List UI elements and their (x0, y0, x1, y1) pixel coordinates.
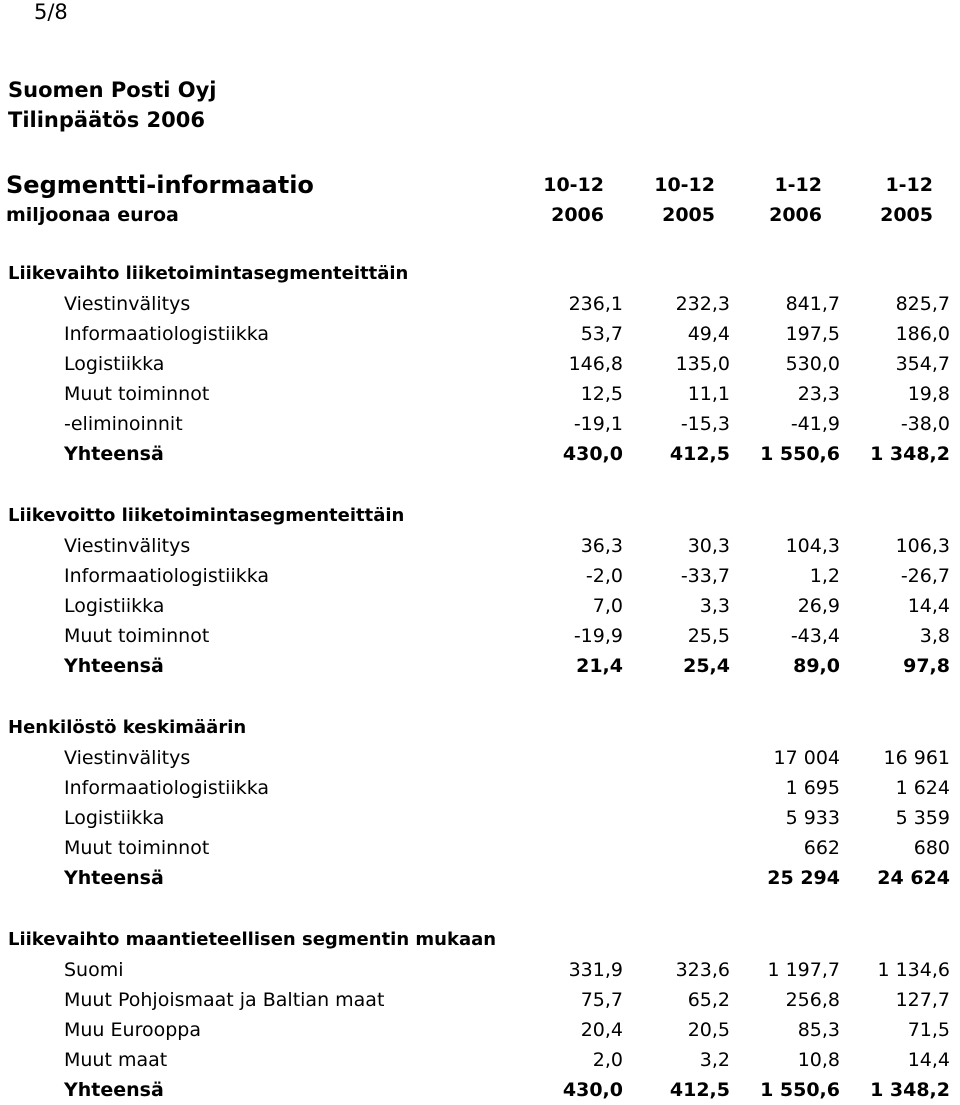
row-value-col-1: 7,0 (592, 595, 623, 617)
row-value-col-3: 5 933 (785, 807, 840, 829)
row-value-col-3: 25 294 (767, 867, 840, 889)
page-title: Segmentti-informaatio (6, 171, 314, 199)
row-value-col-4: 354,7 (895, 353, 950, 375)
row-value-col-1: 331,9 (568, 959, 623, 981)
col-year-4: 2005 (880, 204, 933, 226)
row-value-col-3: 23,3 (797, 383, 840, 405)
row-value-col-1: 430,0 (562, 1079, 623, 1101)
table-total-row (0, 439, 960, 469)
row-value-col-4: 71,5 (907, 1019, 950, 1041)
row-value-col-1: 21,4 (576, 655, 623, 677)
row-value-col-2: 11,1 (687, 383, 730, 405)
row-value-col-1: -19,1 (573, 413, 623, 435)
row-label: Informaatiologistiikka (64, 777, 270, 799)
table-row (0, 621, 960, 651)
row-value-col-3: 104,3 (785, 535, 840, 557)
row-value-col-1: 36,3 (580, 535, 623, 557)
row-value-col-1: 75,7 (580, 989, 623, 1011)
col-year-2: 2005 (662, 204, 715, 226)
table-row (0, 743, 960, 773)
row-value-col-4: -26,7 (900, 565, 950, 587)
col-period-1: 10-12 (543, 174, 604, 196)
row-value-col-2: 25,4 (683, 655, 730, 677)
row-label: Yhteensä (64, 443, 164, 465)
table-total-row (0, 1075, 960, 1105)
row-value-col-4: 1 348,2 (870, 1079, 950, 1101)
row-value-col-2: 25,5 (687, 625, 730, 647)
company-name: Suomen Posti Oyj (8, 78, 217, 102)
row-value-col-3: 85,3 (797, 1019, 840, 1041)
row-value-col-3: -41,9 (790, 413, 840, 435)
row-value-col-3: 1,2 (809, 565, 840, 587)
row-label: Yhteensä (64, 867, 164, 889)
table-row (0, 289, 960, 319)
row-label: Muut toiminnot (64, 383, 210, 405)
row-value-col-1: 236,1 (568, 293, 623, 315)
row-value-col-1: 53,7 (580, 323, 623, 345)
row-label: -eliminoinnit (64, 413, 183, 435)
row-value-col-4: 680 (913, 837, 950, 859)
row-value-col-3: 197,5 (785, 323, 840, 345)
row-value-col-3: 1 695 (785, 777, 840, 799)
row-label: Muut Pohjoismaat ja Baltian maat (64, 989, 385, 1011)
row-label: Viestinvälitys (64, 293, 191, 315)
section-header (0, 501, 960, 531)
col-year-3: 2006 (769, 204, 822, 226)
row-value-col-3: 256,8 (785, 989, 840, 1011)
page-number: 5/8 (34, 0, 68, 24)
row-value-col-2: 30,3 (687, 535, 730, 557)
row-value-col-1: 20,4 (580, 1019, 623, 1041)
row-value-col-4: 97,8 (903, 655, 950, 677)
row-value-col-2: 49,4 (687, 323, 730, 345)
row-value-col-3: 1 550,6 (760, 443, 840, 465)
table-row (0, 955, 960, 985)
row-value-col-3: 26,9 (797, 595, 840, 617)
row-value-col-2: 412,5 (669, 443, 730, 465)
table-total-row (0, 863, 960, 893)
row-value-col-4: 3,8 (919, 625, 950, 647)
row-value-col-2: 3,3 (699, 595, 730, 617)
row-value-col-2: 65,2 (687, 989, 730, 1011)
col-period-4: 1-12 (885, 174, 933, 196)
row-label: Logistiikka (64, 595, 165, 617)
section-title: Henkilöstö keskimäärin (8, 717, 247, 738)
row-value-col-3: 1 197,7 (767, 959, 840, 981)
table-row (0, 591, 960, 621)
row-label: Viestinvälitys (64, 747, 191, 769)
row-value-col-3: -43,4 (790, 625, 840, 647)
row-value-col-2: 20,5 (687, 1019, 730, 1041)
row-value-col-3: 841,7 (785, 293, 840, 315)
table-total-row (0, 651, 960, 681)
row-value-col-4: 14,4 (907, 1049, 950, 1071)
row-value-col-4: 127,7 (895, 989, 950, 1011)
row-label: Logistiikka (64, 353, 165, 375)
table-row (0, 349, 960, 379)
row-value-col-4: 106,3 (895, 535, 950, 557)
table-row (0, 409, 960, 439)
row-value-col-1: 2,0 (592, 1049, 623, 1071)
row-value-col-4: 825,7 (895, 293, 950, 315)
section-title: Liikevaihto liiketoimintasegmenteittäin (8, 263, 409, 284)
row-label: Suomi (64, 959, 124, 981)
row-value-col-4: 19,8 (907, 383, 950, 405)
row-value-col-3: 17 004 (773, 747, 840, 769)
row-label: Yhteensä (64, 1079, 164, 1101)
table-row (0, 1015, 960, 1045)
row-label: Logistiikka (64, 807, 165, 829)
row-value-col-2: 135,0 (675, 353, 730, 375)
section-header (0, 259, 960, 289)
col-period-3: 1-12 (774, 174, 822, 196)
header-period-row (0, 170, 960, 200)
row-value-col-4: 186,0 (895, 323, 950, 345)
col-year-1: 2006 (551, 204, 604, 226)
row-label: Informaatiologistiikka (64, 323, 270, 345)
row-label: Informaatiologistiikka (64, 565, 270, 587)
unit-label: miljoonaa euroa (6, 204, 179, 226)
row-value-col-4: 16 961 (883, 747, 950, 769)
row-value-col-2: 412,5 (669, 1079, 730, 1101)
section-header (0, 925, 960, 955)
row-value-col-3: 89,0 (793, 655, 840, 677)
table-row (0, 531, 960, 561)
row-value-col-2: 323,6 (675, 959, 730, 981)
section-title: Liikevoitto liiketoimintasegmenteittäin (8, 505, 405, 526)
row-value-col-3: 662 (803, 837, 840, 859)
row-label: Muu Eurooppa (64, 1019, 201, 1041)
row-label: Muut toiminnot (64, 625, 210, 647)
section-header (0, 713, 960, 743)
report-name: Tilinpäätös 2006 (8, 108, 205, 132)
row-value-col-4: 14,4 (907, 595, 950, 617)
row-value-col-1: -2,0 (585, 565, 623, 587)
table-row (0, 319, 960, 349)
table-row (0, 561, 960, 591)
row-label: Muut toiminnot (64, 837, 210, 859)
row-value-col-2: 3,2 (699, 1049, 730, 1071)
row-label: Viestinvälitys (64, 535, 191, 557)
table-row (0, 1045, 960, 1075)
row-value-col-1: 146,8 (568, 353, 623, 375)
header-year-row (0, 200, 960, 230)
row-value-col-2: -33,7 (680, 565, 730, 587)
table-row (0, 833, 960, 863)
row-value-col-4: 5 359 (895, 807, 950, 829)
row-value-col-3: 530,0 (785, 353, 840, 375)
row-value-col-4: 1 624 (895, 777, 950, 799)
row-label: Muut maat (64, 1049, 168, 1071)
row-value-col-3: 1 550,6 (760, 1079, 840, 1101)
row-value-col-1: -19,9 (573, 625, 623, 647)
row-value-col-4: 24 624 (877, 867, 950, 889)
row-label: Yhteensä (64, 655, 164, 677)
table-row (0, 985, 960, 1015)
section-title: Liikevaihto maantieteellisen segmentin mukaan (8, 929, 497, 950)
row-value-col-3: 10,8 (797, 1049, 840, 1071)
col-period-2: 10-12 (654, 174, 715, 196)
row-value-col-1: 12,5 (580, 383, 623, 405)
table-row (0, 773, 960, 803)
row-value-col-1: 430,0 (562, 443, 623, 465)
row-value-col-4: 1 134,6 (877, 959, 950, 981)
table-row (0, 803, 960, 833)
row-value-col-4: -38,0 (900, 413, 950, 435)
table-row (0, 379, 960, 409)
row-value-col-4: 1 348,2 (870, 443, 950, 465)
row-value-col-2: 232,3 (675, 293, 730, 315)
row-value-col-2: -15,3 (680, 413, 730, 435)
